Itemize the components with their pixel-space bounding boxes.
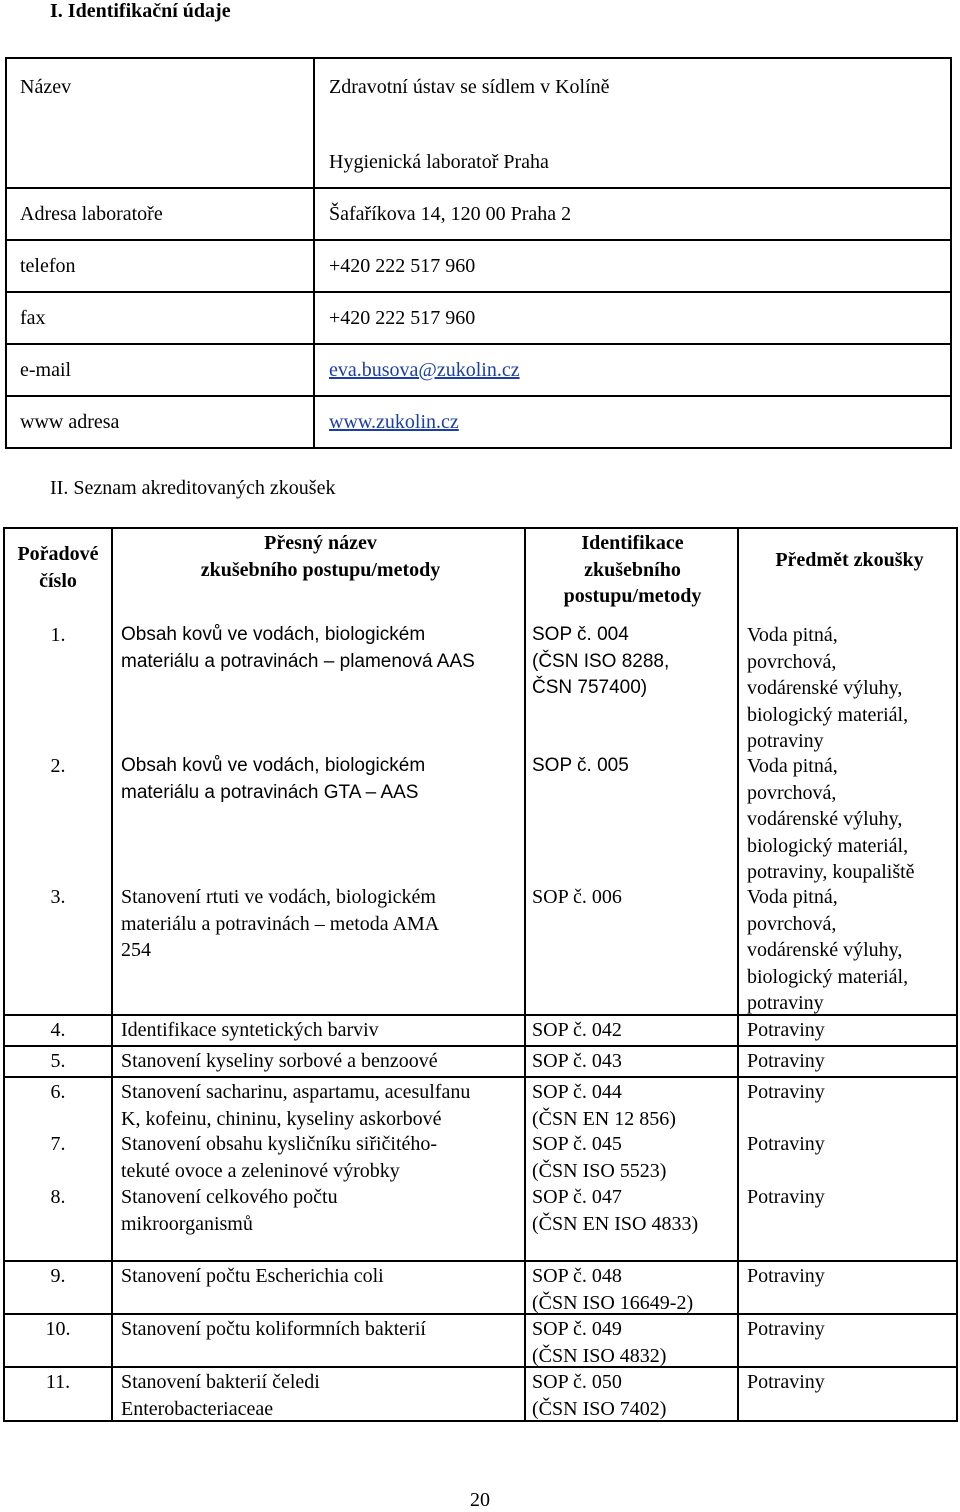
website-link[interactable]: www.zukolin.cz (329, 410, 459, 433)
header-method-id (526, 529, 739, 621)
section-title-tests: II. Seznam akreditovaných zkoušek (50, 477, 336, 499)
table-row (5, 1183, 956, 1260)
row-subject (739, 621, 956, 752)
text-line: Stanovení obsahu kysličníku siřičitého- (121, 1133, 438, 1155)
header-text: postupu/metody (563, 585, 702, 607)
ident-value: Hygienická laboratoř Praha (329, 150, 549, 173)
ident-row-name (7, 59, 950, 137)
text-line: K, kofeinu, chininu, kyseliny askorbové (121, 1107, 442, 1130)
row-number-text: 11. (45, 1371, 71, 1393)
tests-header-row (5, 529, 956, 621)
text-line: ČSN 757400) (532, 677, 648, 698)
row-number-text: 10. (45, 1318, 71, 1340)
text-line: Stanovení rtuti ve vodách, biologickém (121, 886, 436, 908)
row-method-id (526, 1368, 739, 1420)
text-line: Voda pitná, (747, 624, 838, 646)
text-line: Potraviny (747, 1186, 825, 1208)
row-subject (739, 1368, 956, 1420)
text-line: SOP č. 005 (532, 755, 629, 776)
row-method-name (113, 1262, 526, 1313)
text-line: (ČSN ISO 16649-2) (532, 1291, 694, 1314)
table-row (5, 1045, 956, 1076)
text-line: povrchová, (747, 912, 837, 935)
row-number (5, 883, 113, 1014)
ident-label: Adresa laboratoře (7, 189, 315, 239)
table-row (5, 1014, 956, 1045)
ident-value: Šafaříkova 14, 120 00 Praha 2 (329, 202, 572, 225)
row-method-name (113, 1183, 526, 1260)
text-line: tekuté ovoce a zeleninové výrobky (121, 1159, 400, 1182)
text-line: povrchová, (747, 781, 837, 804)
ident-row-lab (7, 137, 950, 187)
row-subject (739, 883, 956, 1014)
row-method-id (526, 1047, 739, 1076)
ident-row-fax (7, 291, 950, 343)
row-number-text: 1. (50, 624, 66, 646)
page-number: 20 (470, 1489, 490, 1511)
row-method-id (526, 1130, 739, 1183)
table-row (5, 1313, 956, 1366)
row-number (5, 621, 113, 752)
text-line: Potraviny (747, 1081, 825, 1103)
text-line: (ČSN ISO 8288, (532, 650, 670, 672)
text-line: materiálu a potravinách GTA – AAS (121, 781, 419, 803)
row-subject (739, 752, 956, 883)
row-number-text: 3. (50, 886, 66, 908)
row-method-id (526, 621, 739, 752)
row-method-name (113, 1315, 526, 1366)
ident-label: fax (7, 293, 315, 343)
header-text: zkušebního postupu/metody (200, 558, 441, 581)
row-method-id (526, 883, 739, 1014)
row-method-id (526, 1183, 739, 1260)
text-line: (ČSN EN 12 856) (532, 1107, 676, 1130)
ident-label (7, 137, 315, 187)
text-line: Potraviny (747, 1265, 825, 1287)
row-method-name (113, 1130, 526, 1183)
header-subject (739, 529, 956, 621)
ident-row-www (7, 395, 950, 447)
text-line: Obsah kovů ve vodách, biologickém (121, 755, 426, 776)
ident-value-cell (315, 345, 950, 395)
text-line: SOP č. 050 (532, 1371, 622, 1393)
ident-value: +420 222 517 960 (329, 306, 476, 329)
text-line: SOP č. 049 (532, 1318, 622, 1340)
text-line: SOP č. 045 (532, 1133, 622, 1155)
header-text: zkušebního (584, 558, 681, 581)
section-title-identification: I. Identifikační údaje (50, 0, 231, 22)
identification-table (5, 57, 952, 449)
ident-label: telefon (7, 241, 315, 291)
table-row (5, 883, 956, 1014)
accredited-tests-table (3, 527, 958, 1422)
text-line: potraviny (747, 992, 824, 1014)
text-line: Identifikace syntetických barviv (121, 1019, 379, 1041)
text-line: potraviny (747, 730, 824, 752)
text-line: mikroorganismů (121, 1212, 253, 1235)
row-method-name (113, 1016, 526, 1045)
text-line: Potraviny (747, 1133, 825, 1155)
row-number-text: 6. (50, 1081, 66, 1103)
row-number (5, 1130, 113, 1183)
row-method-id (526, 1078, 739, 1130)
header-text: číslo (39, 569, 77, 592)
row-number (5, 1078, 113, 1130)
ident-label: e-mail (7, 345, 315, 395)
row-subject (739, 1315, 956, 1366)
text-line: vodárenské výluhy, (747, 808, 903, 830)
header-method-name (113, 529, 526, 621)
row-number-text: 8. (50, 1186, 66, 1208)
row-method-name (113, 1368, 526, 1420)
row-number (5, 1262, 113, 1313)
text-line: vodárenské výluhy, (747, 677, 903, 699)
text-line: (ČSN ISO 4832) (532, 1344, 667, 1367)
text-line: Obsah kovů ve vodách, biologickém (121, 624, 426, 645)
row-subject (739, 1047, 956, 1076)
text-line: povrchová, (747, 650, 837, 673)
row-number (5, 1183, 113, 1260)
email-link[interactable]: eva.busova@zukolin.cz (329, 358, 520, 381)
row-subject (739, 1183, 956, 1260)
text-line: Stanovení sacharinu, aspartamu, acesulfanu (121, 1081, 471, 1103)
text-line: SOP č. 043 (532, 1050, 622, 1072)
text-line: Stanovení celkového počtu (121, 1186, 338, 1208)
row-method-id (526, 1315, 739, 1366)
text-line: 254 (121, 939, 151, 961)
text-line: biologický materiál, (747, 965, 909, 988)
ident-row-address (7, 187, 950, 239)
text-line: Voda pitná, (747, 886, 838, 908)
row-number-text: 5. (50, 1050, 66, 1072)
text-line: (ČSN EN ISO 4833) (532, 1212, 699, 1235)
row-number (5, 1315, 113, 1366)
row-method-id (526, 1262, 739, 1313)
table-row (5, 752, 956, 883)
ident-value: +420 222 517 960 (329, 254, 476, 277)
text-line: SOP č. 006 (532, 886, 622, 908)
text-line: Stanovení kyseliny sorbové a benzoové (121, 1050, 438, 1072)
text-line: Stanovení počtu Escherichia coli (121, 1265, 384, 1287)
row-method-id (526, 752, 739, 883)
row-number-text: 2. (50, 755, 66, 777)
text-line: materiálu a potravinách – plamenová AAS (121, 650, 475, 672)
row-number (5, 1047, 113, 1076)
text-line: Potraviny (747, 1050, 825, 1072)
row-method-name (113, 1078, 526, 1130)
header-text: Předmět zkoušky (775, 549, 924, 571)
text-line: SOP č. 047 (532, 1186, 622, 1208)
text-line: Stanovení bakterií čeledi (121, 1371, 320, 1393)
ident-label: www adresa (7, 397, 315, 447)
row-method-name (113, 1047, 526, 1076)
text-line: biologický materiál, (747, 834, 909, 857)
table-row (5, 1366, 956, 1420)
row-number (5, 752, 113, 883)
text-line: SOP č. 042 (532, 1019, 622, 1041)
table-row (5, 621, 956, 752)
header-text: Identifikace (581, 532, 684, 554)
row-number-text: 7. (50, 1133, 66, 1155)
text-line: SOP č. 048 (532, 1265, 622, 1287)
ident-value-cell (315, 397, 950, 447)
text-line: Potraviny (747, 1371, 825, 1393)
text-line: (ČSN ISO 7402) (532, 1397, 667, 1420)
row-subject (739, 1130, 956, 1183)
text-line: biologický materiál, (747, 703, 909, 726)
text-line: Potraviny (747, 1019, 825, 1041)
ident-value: Zdravotní ústav se sídlem v Kolíně (329, 76, 610, 98)
table-row (5, 1130, 956, 1183)
row-number (5, 1016, 113, 1045)
ident-row-email (7, 343, 950, 395)
table-row (5, 1260, 956, 1313)
text-line: SOP č. 004 (532, 624, 629, 645)
row-number-text: 9. (50, 1265, 66, 1287)
header-order-number (5, 529, 113, 621)
ident-label: Název (7, 59, 315, 137)
row-method-name (113, 621, 526, 752)
row-method-id (526, 1016, 739, 1045)
row-number (5, 1368, 113, 1420)
row-subject (739, 1016, 956, 1045)
text-line: SOP č. 044 (532, 1081, 622, 1103)
header-text: Pořadové (17, 543, 99, 565)
row-method-name (113, 883, 526, 1014)
row-number-text: 4. (50, 1019, 66, 1041)
text-line: vodárenské výluhy, (747, 939, 903, 961)
text-line: Voda pitná, (747, 755, 838, 777)
text-line: Stanovení počtu koliformních bakterií (121, 1318, 426, 1340)
text-line: Potraviny (747, 1318, 825, 1340)
row-subject (739, 1262, 956, 1313)
table-row (5, 1076, 956, 1130)
text-line: (ČSN ISO 5523) (532, 1159, 667, 1182)
row-subject (739, 1078, 956, 1130)
ident-row-phone (7, 239, 950, 291)
row-method-name (113, 752, 526, 883)
text-line: Enterobacteriaceae (121, 1397, 274, 1420)
header-text: Přesný název (264, 532, 377, 554)
text-line: potraviny, koupaliště (747, 861, 915, 883)
text-line: materiálu a potravinách – metoda AMA (121, 912, 440, 935)
